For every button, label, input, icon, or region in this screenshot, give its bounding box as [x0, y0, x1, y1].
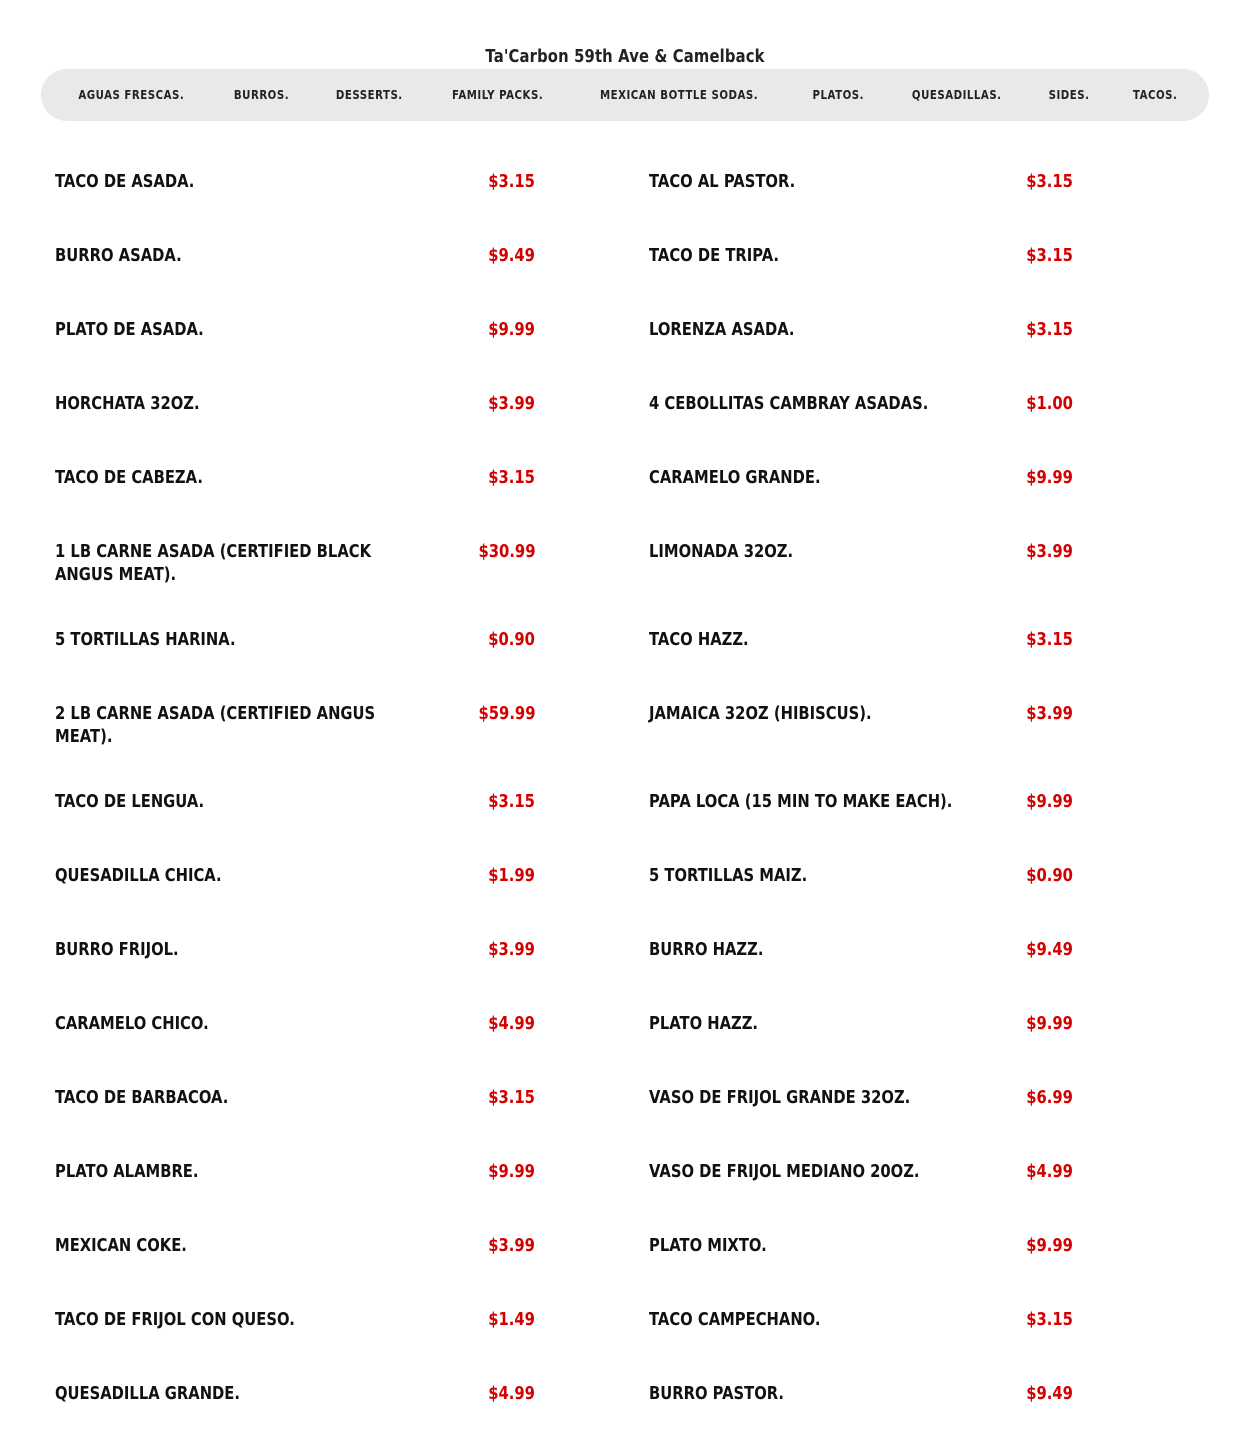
- menu-item-name: CARAMELO CHICO.: [55, 1013, 209, 1034]
- menu-item-price: $6.99: [1026, 1087, 1073, 1108]
- menu-item-name: 4 CEBOLLITAS CAMBRAY ASADAS.: [649, 393, 929, 414]
- menu-item[interactable]: [55, 1160, 649, 1234]
- menu-item-name: 5 TORTILLAS HARINA.: [55, 629, 236, 650]
- menu-item-price: $3.99: [1026, 541, 1073, 562]
- menu-item-price: $3.15: [1026, 319, 1073, 340]
- menu-item-price: $4.99: [1026, 1161, 1073, 1182]
- page-title: Ta'Carbon 59th Ave & Camelback: [485, 46, 765, 67]
- menu-item-price: $9.49: [1026, 939, 1073, 960]
- menu-item-price: $9.99: [1026, 791, 1073, 812]
- category-nav: [41, 69, 1209, 121]
- menu-item-name: HORCHATA 32OZ.: [55, 393, 200, 414]
- menu-item-price: $3.15: [488, 171, 535, 192]
- menu-item[interactable]: [55, 244, 649, 318]
- menu-item[interactable]: [649, 1160, 1195, 1234]
- menu-item[interactable]: [55, 938, 649, 1012]
- menu-item-price: $30.99: [478, 541, 535, 562]
- menu-item-name: LIMONADA 32OZ.: [649, 541, 794, 562]
- nav-item-family-packs[interactable]: FAMILY PACKS.: [451, 88, 543, 102]
- menu-item-name: CARAMELO GRANDE.: [649, 467, 821, 488]
- menu-item-price: $9.49: [1026, 1383, 1073, 1404]
- menu-item-price: $3.15: [488, 791, 535, 812]
- menu-item[interactable]: [649, 938, 1195, 1012]
- menu-item-name: VASO DE FRIJOL MEDIANO 20OZ.: [649, 1161, 920, 1182]
- menu-item-name: TACO AL PASTOR.: [649, 171, 796, 192]
- menu-item-price: $3.15: [488, 467, 535, 488]
- menu-item-price: $3.15: [1026, 171, 1073, 192]
- menu-item-name: TACO DE LENGUA.: [55, 791, 205, 812]
- menu-item[interactable]: [55, 628, 649, 702]
- menu-item[interactable]: [649, 790, 1195, 864]
- menu-item[interactable]: [649, 244, 1195, 318]
- menu-item-name: 1 LB CARNE ASADA (CERTIFIED BLACK ANGUS MEAT).: [55, 541, 372, 585]
- nav-item-tacos[interactable]: TACOS.: [1132, 88, 1177, 102]
- menu-item-name: QUESADILLA CHICA.: [55, 865, 222, 886]
- menu-item-name: TACO HAZZ.: [649, 629, 749, 650]
- menu-item-name: BURRO HAZZ.: [649, 939, 764, 960]
- menu-item-price: $9.99: [488, 1161, 535, 1182]
- menu-item-name: PLATO MIXTO.: [649, 1235, 767, 1256]
- menu-item-price: $9.99: [1026, 467, 1073, 488]
- menu-item[interactable]: [55, 540, 649, 628]
- menu-item-price: $0.90: [1026, 865, 1073, 886]
- menu-item[interactable]: [55, 170, 649, 244]
- nav-item-platos[interactable]: PLATOS.: [812, 88, 864, 102]
- menu-item-price: $1.99: [488, 865, 535, 886]
- menu-item-name: 5 TORTILLAS MAIZ.: [649, 865, 808, 886]
- menu-item-price: $1.49: [488, 1309, 535, 1330]
- menu-item-price: $9.49: [488, 245, 535, 266]
- menu-item-price: $3.99: [1026, 703, 1073, 724]
- menu-item[interactable]: [55, 1308, 649, 1382]
- menu-item-name: TACO DE ASADA.: [55, 171, 195, 192]
- nav-item-aguas-frescas[interactable]: AGUAS FRESCAS.: [78, 88, 185, 102]
- menu-item-name: PLATO ALAMBRE.: [55, 1161, 199, 1182]
- menu-item[interactable]: [55, 392, 649, 466]
- menu-item[interactable]: [55, 790, 649, 864]
- nav-item-mexican-bottle-sodas[interactable]: MEXICAN BOTTLE SODAS.: [600, 88, 759, 102]
- menu-item[interactable]: [649, 1234, 1195, 1308]
- menu-item[interactable]: [649, 1012, 1195, 1086]
- menu-item-name: 2 LB CARNE ASADA (CERTIFIED ANGUS MEAT).: [55, 703, 376, 747]
- menu-grid: [55, 170, 1195, 1456]
- menu-item-price: $3.99: [488, 939, 535, 960]
- menu-item-name: PLATO DE ASADA.: [55, 319, 204, 340]
- nav-item-desserts[interactable]: DESSERTS.: [335, 88, 403, 102]
- menu-item[interactable]: [649, 170, 1195, 244]
- menu-item[interactable]: [649, 702, 1195, 790]
- menu-item-price: $0.90: [488, 629, 535, 650]
- menu-item[interactable]: [55, 466, 649, 540]
- menu-item[interactable]: [649, 540, 1195, 628]
- menu-item[interactable]: [649, 392, 1195, 466]
- menu-item-name: TACO DE TRIPA.: [649, 245, 780, 266]
- nav-item-burros[interactable]: BURROS.: [233, 88, 290, 102]
- menu-item-name: TACO DE CABEZA.: [55, 467, 203, 488]
- menu-item-name: BURRO PASTOR.: [649, 1383, 785, 1404]
- menu-item[interactable]: [55, 864, 649, 938]
- menu-item[interactable]: [55, 702, 649, 790]
- menu-item[interactable]: [55, 1382, 649, 1456]
- menu-item-name: TACO DE BARBACOA.: [55, 1087, 229, 1108]
- menu-item-price: $9.99: [488, 319, 535, 340]
- menu-item-price: $3.15: [1026, 245, 1073, 266]
- menu-item[interactable]: [55, 1234, 649, 1308]
- menu-item-name: TACO DE FRIJOL CON QUESO.: [55, 1309, 295, 1330]
- menu-item-price: $1.00: [1026, 393, 1073, 414]
- menu-item[interactable]: [55, 1012, 649, 1086]
- menu-item[interactable]: [649, 628, 1195, 702]
- menu-item[interactable]: [649, 864, 1195, 938]
- menu-item-price: $4.99: [488, 1383, 535, 1404]
- menu-item-price: $3.15: [1026, 629, 1073, 650]
- menu-item[interactable]: [649, 1308, 1195, 1382]
- menu-item[interactable]: [649, 1086, 1195, 1160]
- menu-item-name: BURRO ASADA.: [55, 245, 182, 266]
- menu-item-name: PAPA LOCA (15 MIN TO MAKE EACH).: [649, 791, 953, 812]
- menu-item[interactable]: [649, 1382, 1195, 1456]
- menu-item-price: $3.15: [488, 1087, 535, 1108]
- nav-item-quesadillas[interactable]: QUESADILLAS.: [911, 88, 1002, 102]
- menu-item-price: $3.15: [1026, 1309, 1073, 1330]
- menu-item-price: $9.99: [1026, 1235, 1073, 1256]
- menu-item[interactable]: [649, 466, 1195, 540]
- nav-item-sides[interactable]: SIDES.: [1048, 88, 1090, 102]
- menu-item[interactable]: [649, 318, 1195, 392]
- menu-item-name: QUESADILLA GRANDE.: [55, 1383, 240, 1404]
- menu-item-name: BURRO FRIJOL.: [55, 939, 179, 960]
- menu-item-name: TACO CAMPECHANO.: [649, 1309, 821, 1330]
- menu-item-name: MEXICAN COKE.: [55, 1235, 187, 1256]
- menu-item-name: VASO DE FRIJOL GRANDE 32OZ.: [649, 1087, 911, 1108]
- menu-item-price: $59.99: [478, 703, 535, 724]
- menu-item[interactable]: [55, 318, 649, 392]
- menu-item-price: $9.99: [1026, 1013, 1073, 1034]
- menu-item-name: PLATO HAZZ.: [649, 1013, 759, 1034]
- menu-item[interactable]: [55, 1086, 649, 1160]
- menu-item-name: LORENZA ASADA.: [649, 319, 795, 340]
- menu-item-price: $4.99: [488, 1013, 535, 1034]
- menu-item-name: JAMAICA 32OZ (HIBISCUS).: [649, 703, 872, 724]
- menu-item-price: $3.99: [488, 393, 535, 414]
- menu-item-price: $3.99: [488, 1235, 535, 1256]
